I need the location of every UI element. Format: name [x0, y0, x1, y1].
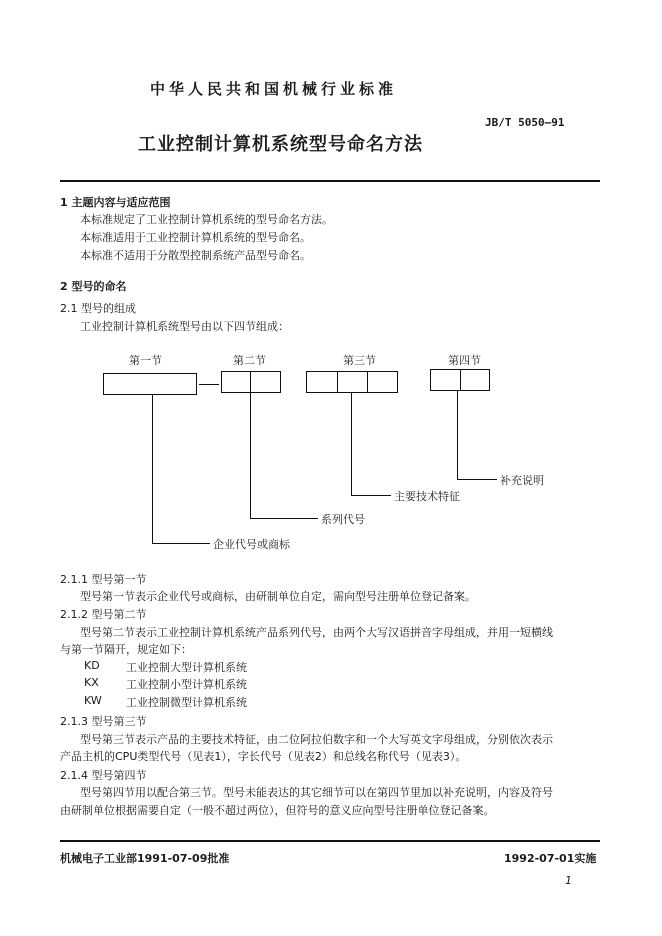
series-code: KX	[84, 676, 99, 689]
section-2-1-2-text: 与第一节隔开，规定如下：	[60, 643, 192, 656]
segment-3-divider	[367, 372, 368, 392]
segment-3-label: 第三节	[343, 354, 376, 367]
section-2-1-heading: 2.1 型号的组成	[60, 302, 136, 315]
series-code: KD	[84, 659, 100, 672]
section-2-1-intro: 工业控制计算机系统型号由以下四节组成：	[80, 320, 289, 333]
section-2-1-2-heading: 2.1.2 型号第二节	[60, 608, 147, 621]
section-2-1-1-heading: 2.1.1 型号第一节	[60, 573, 147, 586]
segment-4-label: 第四节	[448, 354, 481, 367]
page-number: 1	[565, 874, 572, 887]
section-1-line: 本标准不适用于分散型控制系统产品型号命名。	[80, 249, 311, 262]
standard-number: JB/T 5050—91	[485, 116, 565, 129]
section-2-1-4-heading: 2.1.4 型号第四节	[60, 769, 147, 782]
segment-separator-dash	[199, 384, 219, 385]
leader-line-1	[152, 543, 210, 544]
section-1-line: 本标准规定了工业控制计算机系统的型号命名方法。	[80, 213, 333, 226]
section-2-1-4-text: 由研制单位根据需要自定（一般不超过两位），但符号的意义应向型号注册单位登记备案。	[60, 804, 495, 817]
section-2-1-3-text: 型号第三节表示产品的主要技术特征，由二位阿拉伯数字和一个大写英文字母组成，分别依次表示	[80, 733, 553, 746]
segment-1-label: 第一节	[129, 354, 162, 367]
segment-2-description: 系列代号	[321, 513, 365, 526]
leader-line-4	[457, 391, 458, 479]
section-2-heading: 2 型号的命名	[60, 280, 127, 293]
segment-4-description: 补充说明	[500, 474, 544, 487]
section-1-heading: 1 主题内容与适应范围	[60, 196, 171, 209]
header-rule	[60, 180, 600, 182]
segment-2-box	[221, 371, 281, 393]
section-2-1-2-text: 型号第二节表示工业控制计算机系统产品系列代号，由两个大写汉语拼音字母组成，并用一短横线	[80, 626, 553, 639]
approval-date: 机械电子工业部1991-07-09批准	[60, 852, 230, 865]
segment-4-divider	[460, 370, 461, 390]
series-description: 工业控制小型计算机系统	[126, 678, 247, 691]
section-2-1-1-text: 型号第一节表示企业代号或商标，由研制单位自定，需向型号注册单位登记备案。	[80, 590, 476, 603]
segment-1-box	[103, 373, 197, 395]
leader-line-2	[250, 518, 318, 519]
segment-2-divider	[250, 372, 251, 392]
leader-line-3	[351, 495, 391, 496]
segment-1-description: 企业代号或商标	[213, 538, 290, 551]
segment-2-label: 第二节	[233, 354, 266, 367]
series-description: 工业控制微型计算机系统	[126, 696, 247, 709]
series-description: 工业控制大型计算机系统	[126, 661, 247, 674]
effective-date: 1992-07-01实施	[504, 852, 597, 865]
leader-line-4	[457, 479, 497, 480]
segment-3-description: 主要技术特征	[394, 490, 460, 503]
section-2-1-3-text: 产品主机的CPU类型代号（见表1），字长代号（见表2）和总线名称代号（见表3）。	[60, 750, 467, 763]
leader-line-1	[152, 395, 153, 543]
section-2-1-3-heading: 2.1.3 型号第三节	[60, 715, 147, 728]
segment-3-box	[306, 371, 398, 393]
section-1-line: 本标准适用于工业控制计算机系统的型号命名。	[80, 231, 311, 244]
footer-rule	[60, 840, 600, 842]
leader-line-2	[250, 393, 251, 518]
org-title: 中华人民共和国机械行业标准	[150, 80, 398, 98]
section-2-1-4-text: 型号第四节用以配合第三节。型号未能表达的其它细节可以在第四节里加以补充说明，内容及符号	[80, 786, 553, 799]
segment-3-divider	[337, 372, 338, 392]
document-title: 工业控制计算机系统型号命名方法	[138, 134, 423, 155]
series-code: KW	[84, 694, 102, 707]
leader-line-3	[351, 393, 352, 495]
